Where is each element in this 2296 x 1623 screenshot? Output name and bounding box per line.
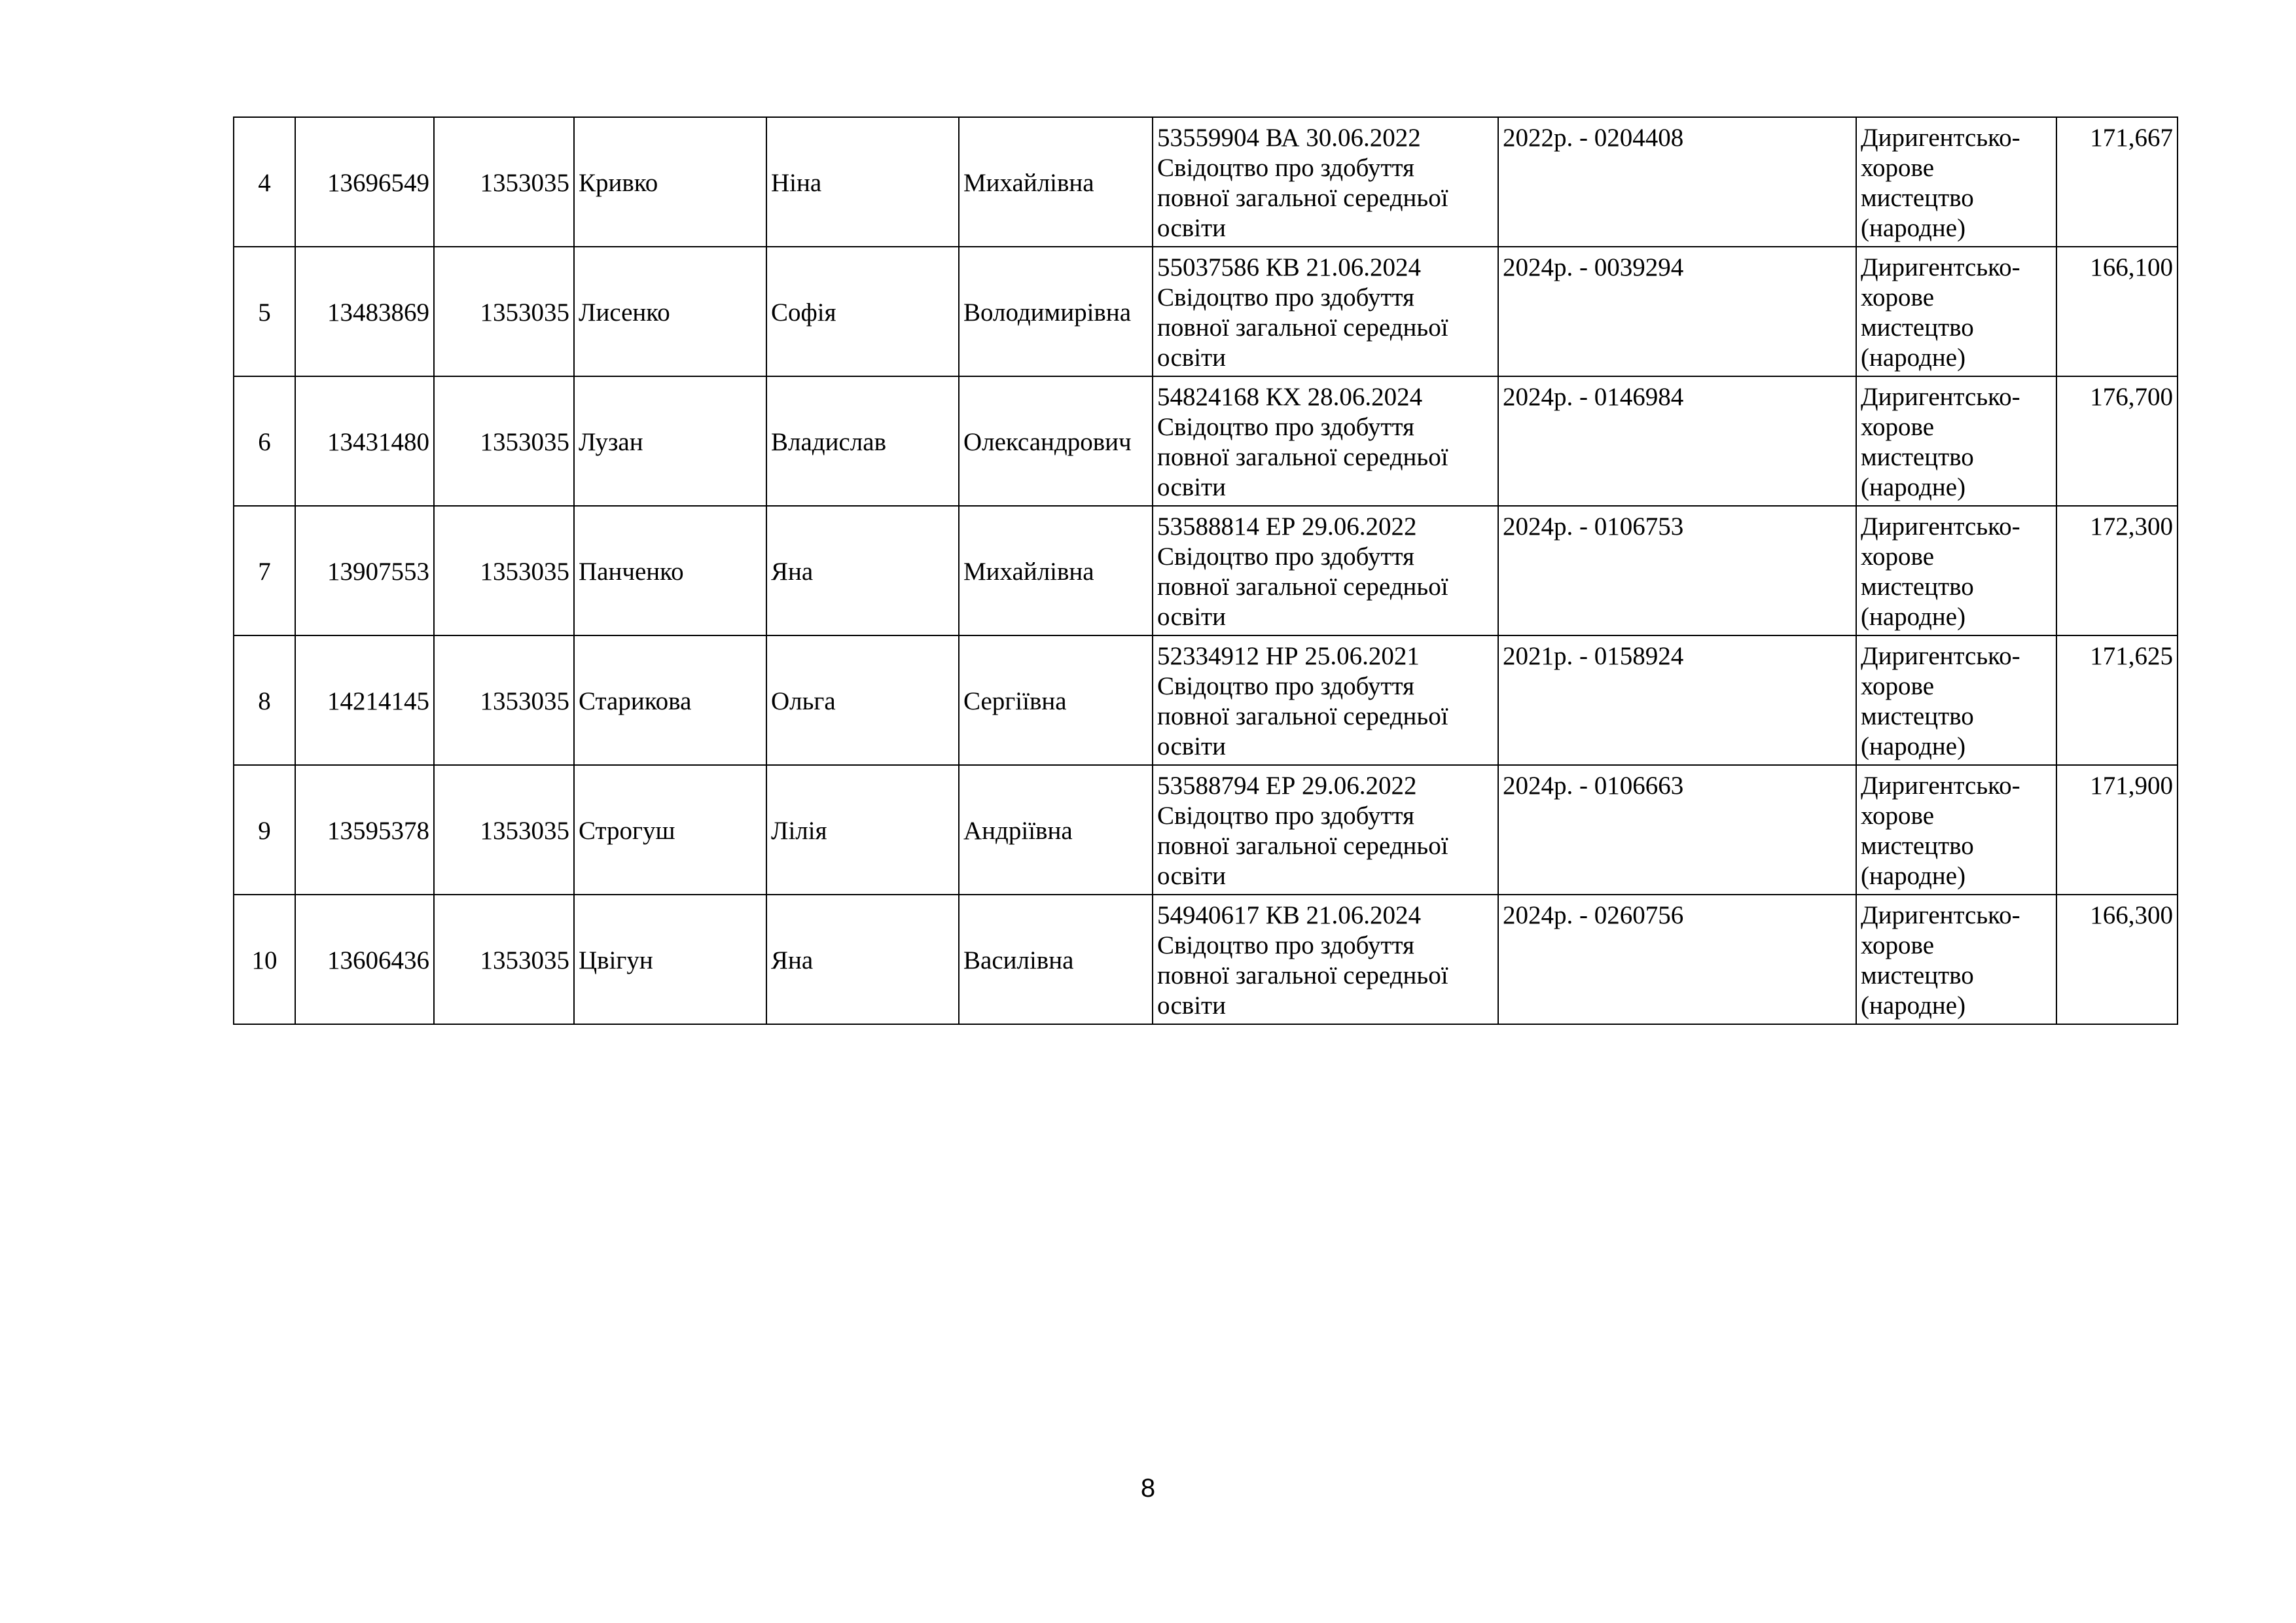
certificate-type-line-3: освіти: [1157, 344, 1226, 372]
certificate-number: 54824168 КХ 28.06.2024: [1157, 383, 1423, 411]
specialty-line-1: Диригентсько-: [1861, 253, 2020, 281]
test-result-cell: [1498, 895, 1856, 1024]
first-name: Лілія: [771, 817, 827, 845]
program-code-cell: [434, 376, 574, 506]
certificate-type-line-1: Свідоцтво про здобуття: [1157, 802, 1414, 830]
competitive-score: 166,100: [2090, 253, 2173, 281]
score-cell: [2056, 506, 2178, 635]
specialty-line-1: Диригентсько-: [1861, 124, 2020, 152]
applicant-id: 13595378: [327, 817, 429, 845]
program-code-cell: [434, 765, 574, 895]
specialty-cell: [1856, 376, 2056, 506]
first-name-cell: [766, 117, 959, 247]
patronymic-cell: [959, 765, 1153, 895]
certificate-number: 53588814 ЕР 29.06.2022: [1157, 512, 1417, 541]
first-name: Яна: [771, 558, 814, 586]
specialty-line-4: (народне): [1861, 732, 1966, 760]
specialty-line-1: Диригентсько-: [1861, 383, 2020, 411]
test-result-cell: [1498, 376, 1856, 506]
test-result-cell: [1498, 765, 1856, 895]
program-code-cell: [434, 506, 574, 635]
test-result-number: 2024р. - 0106753: [1503, 512, 1684, 541]
certificate-cell: [1153, 117, 1498, 247]
score-cell: [2056, 765, 2178, 895]
certificate-cell: [1153, 765, 1498, 895]
first-name-cell: [766, 765, 959, 895]
certificate-type-line-3: освіти: [1157, 473, 1226, 501]
patronymic-cell: [959, 247, 1153, 376]
row-number: 10: [251, 946, 278, 974]
specialty-line-1: Диригентсько-: [1861, 512, 2020, 541]
specialty-cell: [1856, 895, 2056, 1024]
row-number: 5: [258, 298, 271, 327]
applicant-id-cell: [295, 635, 434, 765]
certificate-type-line-1: Свідоцтво про здобуття: [1157, 672, 1414, 700]
program-code: 1353035: [480, 298, 569, 327]
specialty-line-3: мистецтво: [1861, 832, 1974, 860]
certificate-type-line-3: освіти: [1157, 732, 1226, 760]
certificate-number: 52334912 НР 25.06.2021: [1157, 642, 1420, 670]
specialty-line-4: (народне): [1861, 862, 1966, 890]
first-name: Ольга: [771, 687, 836, 715]
specialty-line-3: мистецтво: [1861, 313, 1974, 342]
first-name-cell: [766, 247, 959, 376]
applicant-id-cell: [295, 376, 434, 506]
specialty-line-3: мистецтво: [1861, 184, 1974, 212]
test-result-cell: [1498, 117, 1856, 247]
certificate-type-line-1: Свідоцтво про здобуття: [1157, 931, 1414, 959]
specialty-line-1: Диригентсько-: [1861, 901, 2020, 929]
score-cell: [2056, 895, 2178, 1024]
surname: Лисенко: [579, 298, 670, 327]
applicant-id-cell: [295, 895, 434, 1024]
test-result-number: 2024р. - 0106663: [1503, 772, 1684, 800]
surname: Цвігун: [579, 946, 653, 974]
specialty-line-3: мистецтво: [1861, 573, 1974, 601]
row-number-cell: [234, 506, 295, 635]
program-code-cell: [434, 117, 574, 247]
program-code: 1353035: [480, 428, 569, 456]
certificate-type-line-2: повної загальної середньої: [1157, 443, 1448, 471]
certificate-type-line-3: освіти: [1157, 991, 1226, 1020]
table-row: [234, 247, 2178, 376]
patronymic: Михайлівна: [963, 558, 1094, 586]
competitive-score: 171,667: [2090, 124, 2173, 152]
applicant-id: 13696549: [327, 169, 429, 197]
test-result-number: 2024р. - 0260756: [1503, 901, 1684, 929]
specialty-line-2: хорове: [1861, 413, 1935, 441]
certificate-type-line-3: освіти: [1157, 862, 1226, 890]
first-name-cell: [766, 635, 959, 765]
specialty-line-4: (народне): [1861, 603, 1966, 631]
specialty-line-2: хорове: [1861, 154, 1935, 182]
specialty-line-2: хорове: [1861, 283, 1935, 312]
specialty-cell: [1856, 765, 2056, 895]
row-number-cell: [234, 376, 295, 506]
patronymic: Олександрович: [963, 428, 1132, 456]
applicant-id-cell: [295, 117, 434, 247]
certificate-cell: [1153, 376, 1498, 506]
specialty-cell: [1856, 117, 2056, 247]
patronymic-cell: [959, 895, 1153, 1024]
test-result-cell: [1498, 247, 1856, 376]
patronymic: Володимирівна: [963, 298, 1132, 327]
specialty-line-4: (народне): [1861, 991, 1966, 1020]
first-name: Софія: [771, 298, 836, 327]
surname: Панченко: [579, 558, 684, 586]
surname: Старикова: [579, 687, 692, 715]
certificate-number: 53588794 ЕР 29.06.2022: [1157, 772, 1417, 800]
surname-cell: [574, 765, 766, 895]
specialty-line-3: мистецтво: [1861, 961, 1974, 990]
program-code: 1353035: [480, 946, 569, 974]
row-number-cell: [234, 765, 295, 895]
program-code: 1353035: [480, 558, 569, 586]
specialty-line-3: мистецтво: [1861, 443, 1974, 471]
surname-cell: [574, 247, 766, 376]
surname: Строгуш: [579, 817, 675, 845]
certificate-type-line-3: освіти: [1157, 214, 1226, 242]
competitive-score: 171,900: [2090, 772, 2173, 800]
program-code: 1353035: [480, 817, 569, 845]
row-number-cell: [234, 635, 295, 765]
patronymic-cell: [959, 506, 1153, 635]
patronymic: Василівна: [963, 946, 1074, 974]
competitive-score: 176,700: [2090, 383, 2173, 411]
surname-cell: [574, 117, 766, 247]
competitive-score: 172,300: [2090, 512, 2173, 541]
table-row: [234, 117, 2178, 247]
row-number-cell: [234, 895, 295, 1024]
specialty-cell: [1856, 506, 2056, 635]
table-row: [234, 895, 2178, 1024]
row-number: 4: [258, 169, 271, 197]
applicant-id: 14214145: [327, 687, 429, 715]
applicant-id-cell: [295, 765, 434, 895]
row-number: 9: [258, 817, 271, 845]
certificate-type-line-1: Свідоцтво про здобуття: [1157, 413, 1414, 441]
surname: Кривко: [579, 169, 658, 197]
applicant-id-cell: [295, 506, 434, 635]
certificate-cell: [1153, 895, 1498, 1024]
row-number-cell: [234, 117, 295, 247]
table-row: [234, 506, 2178, 635]
test-result-number: 2022р. - 0204408: [1503, 124, 1684, 152]
table-row: [234, 765, 2178, 895]
page-number: 8: [1140, 1474, 1156, 1503]
specialty-line-1: Диригентсько-: [1861, 642, 2020, 670]
program-code: 1353035: [480, 169, 569, 197]
first-name: Яна: [771, 946, 814, 974]
applicant-id: 13483869: [327, 298, 429, 327]
row-number-cell: [234, 247, 295, 376]
patronymic: Андріївна: [963, 817, 1073, 845]
surname-cell: [574, 376, 766, 506]
score-cell: [2056, 376, 2178, 506]
first-name: Ніна: [771, 169, 822, 197]
applicant-id: 13431480: [327, 428, 429, 456]
specialty-line-2: хорове: [1861, 931, 1935, 959]
competitive-score: 166,300: [2090, 901, 2173, 929]
certificate-cell: [1153, 635, 1498, 765]
program-code-cell: [434, 895, 574, 1024]
certificate-number: 55037586 КВ 21.06.2024: [1157, 253, 1422, 281]
surname: Лузан: [579, 428, 643, 456]
patronymic-cell: [959, 635, 1153, 765]
program-code: 1353035: [480, 687, 569, 715]
test-result-number: 2024р. - 0146984: [1503, 383, 1684, 411]
specialty-line-3: мистецтво: [1861, 702, 1974, 730]
patronymic: Михайлівна: [963, 169, 1094, 197]
certificate-cell: [1153, 506, 1498, 635]
certificate-number: 54940617 КВ 21.06.2024: [1157, 901, 1422, 929]
surname-cell: [574, 635, 766, 765]
first-name: Владислав: [771, 428, 886, 456]
table-body: [234, 117, 2178, 1024]
table-row: [234, 635, 2178, 765]
test-result-number: 2021р. - 0158924: [1503, 642, 1684, 670]
certificate-cell: [1153, 247, 1498, 376]
patronymic: Сергіївна: [963, 687, 1067, 715]
program-code-cell: [434, 635, 574, 765]
first-name-cell: [766, 506, 959, 635]
specialty-line-2: хорове: [1861, 543, 1935, 571]
specialty-line-2: хорове: [1861, 672, 1935, 700]
first-name-cell: [766, 895, 959, 1024]
first-name-cell: [766, 376, 959, 506]
specialty-line-1: Диригентсько-: [1861, 772, 2020, 800]
surname-cell: [574, 506, 766, 635]
test-result-number: 2024р. - 0039294: [1503, 253, 1684, 281]
table-row: [234, 376, 2178, 506]
row-number: 7: [258, 558, 271, 586]
score-cell: [2056, 117, 2178, 247]
program-code-cell: [434, 247, 574, 376]
row-number: 8: [258, 687, 271, 715]
certificate-type-line-2: повної загальної середньої: [1157, 184, 1448, 212]
score-cell: [2056, 635, 2178, 765]
specialty-line-2: хорове: [1861, 802, 1935, 830]
specialty-line-4: (народне): [1861, 473, 1966, 501]
applicant-id: 13907553: [327, 558, 429, 586]
certificate-type-line-2: повної загальної середньої: [1157, 573, 1448, 601]
surname-cell: [574, 895, 766, 1024]
specialty-line-4: (народне): [1861, 214, 1966, 242]
certificate-type-line-2: повної загальної середньої: [1157, 313, 1448, 342]
certificate-type-line-1: Свідоцтво про здобуття: [1157, 283, 1414, 312]
certificate-type-line-2: повної загальної середньої: [1157, 832, 1448, 860]
certificate-type-line-2: повної загальної середньої: [1157, 961, 1448, 990]
specialty-cell: [1856, 247, 2056, 376]
applicant-id-cell: [295, 247, 434, 376]
patronymic-cell: [959, 376, 1153, 506]
applicant-id: 13606436: [327, 946, 429, 974]
certificate-type-line-1: Свідоцтво про здобуття: [1157, 543, 1414, 571]
specialty-cell: [1856, 635, 2056, 765]
test-result-cell: [1498, 635, 1856, 765]
certificate-type-line-3: освіти: [1157, 603, 1226, 631]
test-result-cell: [1498, 506, 1856, 635]
patronymic-cell: [959, 117, 1153, 247]
certificate-type-line-1: Свідоцтво про здобуття: [1157, 154, 1414, 182]
certificate-type-line-2: повної загальної середньої: [1157, 702, 1448, 730]
specialty-line-4: (народне): [1861, 344, 1966, 372]
applicants-table: [233, 116, 2178, 1025]
score-cell: [2056, 247, 2178, 376]
certificate-number: 53559904 ВА 30.06.2022: [1157, 124, 1421, 152]
competitive-score: 171,625: [2090, 642, 2173, 670]
row-number: 6: [258, 428, 271, 456]
